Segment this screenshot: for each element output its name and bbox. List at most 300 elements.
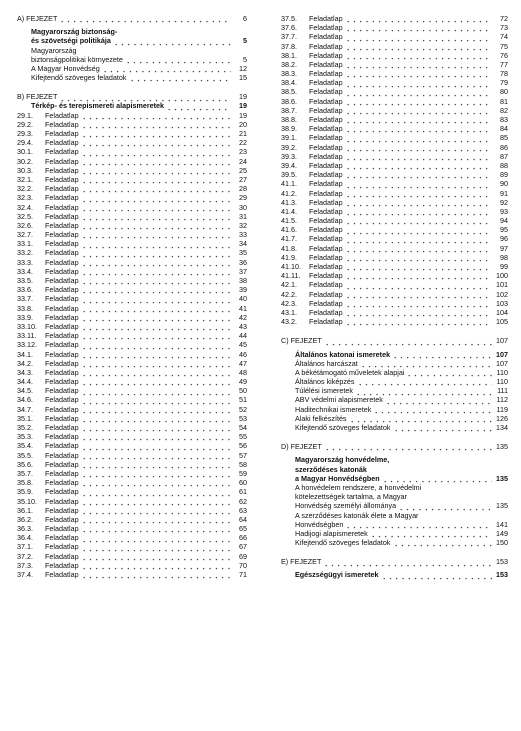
entry-number: 32.3. [17,193,33,203]
entry-number: 41.1. [281,179,297,189]
entry-page-number: 15 [239,73,247,83]
entry-page-number: 73 [500,23,508,33]
leader-dots [81,515,231,524]
toc-entry [281,386,508,395]
entry-label: Feladatlap [45,257,79,267]
toc-entry [17,276,247,285]
section-c-heading [281,336,508,345]
entry-label: Feladatlap [309,298,343,308]
entry-label: Feladatlap [45,386,79,396]
entry-page-number: 97 [500,243,508,253]
entry-number: 38.4. [281,78,297,88]
section-d-topic-line1: Magyarország honvédelme, [295,455,390,465]
leader-dots [81,193,231,202]
entry-page-number: 60 [239,478,247,488]
section-a-sub-line1: Magyarország [31,45,77,55]
entry-label: Feladatlap [309,32,343,42]
leader-dots [360,359,492,368]
entry-label: A Magyar Honvédség [31,63,100,73]
entry-label: Feladatlap [45,165,79,175]
toc-entry [17,359,247,368]
leader-dots [81,497,231,506]
toc-entry [17,64,247,73]
toc-entry [281,106,508,115]
leader-dots [345,42,492,51]
entry-label: Feladatlap [309,317,343,327]
entry-label: Feladatlap [45,413,79,423]
leader-dots [345,179,492,188]
entry-page-number: 53 [239,413,247,423]
entry-page-number: 104 [496,307,508,317]
entry-label: Feladatlap [45,184,79,194]
section-d-sub1-label: Honvédség személyi állománya [295,501,397,511]
toc-entry [17,570,247,579]
section-a-sub [17,55,247,64]
leader-dots [81,340,231,349]
section-a-label: A) FEJEZET [17,13,58,23]
section-d-topic [281,474,508,483]
entry-number: 39.1. [281,133,297,143]
section-c-topic-page: 107 [496,349,508,359]
toc-entry [281,299,508,308]
entry-page-number: 25 [239,165,247,175]
leader-dots [81,120,231,129]
toc-entry [17,515,247,524]
entry-page-number: 47 [239,358,247,368]
entry-label: Feladatlap [309,160,343,170]
entry-label: Feladatlap [45,285,79,295]
leader-dots [59,14,231,23]
leader-dots [345,262,492,271]
leader-dots [81,396,231,405]
toc-entry [17,147,247,156]
entry-number: 37.3. [17,560,33,570]
entry-page-number: 30 [239,202,247,212]
entry-label: Feladatlap [45,340,79,350]
leader-dots [81,487,231,496]
entry-label: Feladatlap [45,202,79,212]
leader-dots [370,529,492,538]
entry-page-number: 33 [239,230,247,240]
entry-number: 29.4. [17,138,33,148]
section-d-page: 135 [496,442,508,452]
toc-entry [17,386,247,395]
toc-entry [17,285,247,294]
entry-number: 32.4. [17,202,33,212]
entry-number: 38.6. [281,96,297,106]
entry-number: 33.11. [17,331,37,341]
entry-number: 29.2. [17,119,33,129]
entry-label: Feladatlap [309,96,343,106]
section-d-heading [281,442,508,451]
toc-entry [17,487,247,496]
toc-entry [281,69,508,78]
leader-dots [129,73,232,82]
entry-number: 35.10. [17,496,37,506]
entry-page-number: 34 [239,239,247,249]
toc-entry [281,529,508,538]
entry-number: 33.1. [17,239,33,249]
toc-entry [281,308,508,317]
entry-label: Általános kiképzés [295,377,355,387]
entry-number: 36.3. [17,524,33,534]
entry-number: 33.2. [17,248,33,258]
entry-page-number: 84 [500,124,508,134]
section-d-sub1-line1: A honvédelem rendszere, a honvédelmi [295,483,422,492]
toc-entry [17,212,247,221]
entry-label: Feladatlap [309,188,343,198]
entry-number: 30.2. [17,156,33,166]
entry-label: Túlélési ismeretek [295,386,353,396]
entry-page-number: 94 [500,216,508,226]
entry-page-number: 74 [500,32,508,42]
entry-page-number: 78 [500,69,508,79]
entry-page-number: 48 [239,367,247,377]
entry-page-number: 110 [496,367,508,377]
entry-label: Feladatlap [309,262,343,272]
leader-dots [81,533,231,542]
toc-entry [281,423,508,432]
entry-number: 38.1. [281,50,297,60]
section-d-topic-line2: szerződéses katonák [295,464,367,474]
entry-page-number: 99 [500,262,508,272]
section-a-heading [17,14,247,23]
toc-entry [281,377,508,386]
entry-number: 41.5. [281,216,297,226]
toc-entry [17,497,247,506]
entry-label: Feladatlap [309,289,343,299]
toc-entry [17,469,247,478]
toc-entry [281,244,508,253]
entry-label: Feladatlap [309,50,343,60]
toc-entry [17,184,247,193]
entry-page-number: 105 [496,317,508,327]
leader-dots [345,520,492,529]
leader-dots [81,359,231,368]
section-a-topic [17,36,247,45]
leader-dots [81,414,231,423]
section-d-sub2-line1: A szerződéses katonák élete a Magyar [295,510,419,520]
leader-dots [81,212,231,221]
entry-page-number: 62 [239,496,247,506]
entry-label: Feladatlap [309,41,343,51]
entry-number: 33.10. [17,321,37,331]
toc-entry [17,377,247,386]
entry-number: 35.6. [17,459,33,469]
leader-dots [345,170,492,179]
entry-number: 43.2. [281,317,297,327]
leader-dots [81,276,231,285]
entry-label: Feladatlap [45,478,79,488]
leader-dots [81,111,231,120]
entry-number: 35.1. [17,413,33,423]
leader-dots [345,189,492,198]
leader-dots [324,336,492,345]
leader-dots [345,161,492,170]
entry-page-number: 58 [239,459,247,469]
entry-page-number: 86 [500,142,508,152]
entry-page-number: 55 [239,432,247,442]
entry-page-number: 32 [239,220,247,230]
leader-dots [345,225,492,234]
leader-dots [345,133,492,142]
entry-page-number: 103 [496,298,508,308]
entry-number: 32.7. [17,230,33,240]
entry-page-number: 82 [500,105,508,115]
entry-page-number: 83 [500,115,508,125]
entry-page-number: 43 [239,321,247,331]
leader-dots [323,557,492,566]
leader-dots [81,175,231,184]
toc-entry [17,221,247,230]
leader-dots [345,207,492,216]
entry-label: Feladatlap [45,441,79,451]
entry-label: Feladatlap [45,404,79,414]
entry-label: Feladatlap [309,115,343,125]
leader-dots [357,377,492,386]
entry-page-number: 81 [500,96,508,106]
leader-dots [81,368,231,377]
entry-label: Feladatlap [309,216,343,226]
toc-entry [281,225,508,234]
entry-page-number: 112 [496,395,508,405]
entry-number: 34.2. [17,358,33,368]
entry-number: 42.2. [281,289,297,299]
entry-number: 38.2. [281,59,297,69]
toc-entry [281,271,508,280]
section-c-items [281,359,508,433]
entry-page-number: 27 [239,174,247,184]
toc-entry [17,322,247,331]
toc-entry [281,32,508,41]
entry-number: 33.12. [17,340,37,350]
toc-entry [17,230,247,239]
entry-label: ABV védelmi alapismeretek [295,395,383,405]
entry-page-number: 126 [496,413,508,423]
entry-number: 37.4. [17,570,33,580]
entry-number: 42.1. [281,280,297,290]
entry-page-number: 61 [239,487,247,497]
leader-dots [345,290,492,299]
leader-dots [345,14,492,23]
entry-number: 39.2. [281,142,297,152]
toc-entry [281,414,508,423]
entry-page-number: 42 [239,312,247,322]
toc-entry [281,60,508,69]
entry-page-number: 19 [239,110,247,120]
entry-number: 32.6. [17,220,33,230]
section-d-sub2-page: 141 [496,519,508,529]
leader-dots [81,203,231,212]
entry-label: Feladatlap [309,234,343,244]
entry-label: Feladatlap [309,225,343,235]
entry-page-number: 65 [239,524,247,534]
entry-number: 33.7. [17,294,33,304]
entry-number: 36.4. [17,533,33,543]
entry-page-number: 134 [496,423,508,433]
entry-label: Feladatlap [45,331,79,341]
toc-entry [17,561,247,570]
leader-dots [345,115,492,124]
leader-dots [81,451,231,460]
section-b-items [17,111,247,580]
entry-label: Feladatlap [309,271,343,281]
entry-page-number: 93 [500,206,508,216]
toc-entry [17,350,247,359]
entry-page-number: 50 [239,386,247,396]
entry-number: 30.3. [17,165,33,175]
section-d-items [281,529,508,547]
toc-entry [17,249,247,258]
toc-left-column [17,14,247,579]
entry-number: 42.3. [281,298,297,308]
leader-dots [345,60,492,69]
leader-dots [349,414,492,423]
entry-label: Feladatlap [45,533,79,543]
section-a-topic-line1: Magyarország biztonság- [31,27,118,37]
leader-dots [345,299,492,308]
toc-entry [17,129,247,138]
entry-number: 35.8. [17,478,33,488]
entry-label: Feladatlap [45,239,79,249]
entry-page-number: 72 [500,13,508,23]
entry-label: Feladatlap [45,358,79,368]
entry-page-number: 52 [239,404,247,414]
entry-page-number: 37 [239,266,247,276]
leader-dots [81,157,231,166]
entry-page-number: 41 [239,303,247,313]
section-a-sub-label: biztonságpolitikai környezete [31,54,123,64]
entry-page-number: 44 [239,331,247,341]
entry-page-number: 89 [500,170,508,180]
entry-label: Feladatlap [45,505,79,515]
leader-dots [345,143,492,152]
entry-page-number: 31 [239,211,247,221]
toc-entry [281,170,508,179]
section-d-sub2 [281,520,508,529]
entry-number: 33.4. [17,266,33,276]
entry-number: 37.8. [281,41,297,51]
toc-entry [17,239,247,248]
entry-page-number: 75 [500,41,508,51]
entry-page-number: 39 [239,285,247,295]
section-a-items [17,64,247,82]
toc-entry [17,267,247,276]
entry-number: 38.3. [281,69,297,79]
toc-entry [281,368,508,377]
leader-dots [81,469,231,478]
section-a-topic-page: 5 [243,36,247,46]
entry-number: 35.7. [17,468,33,478]
section-b-page: 19 [239,92,247,102]
entry-number: 38.7. [281,105,297,115]
section-b-topic [17,102,247,111]
leader-dots [81,478,231,487]
entry-page-number: 54 [239,423,247,433]
entry-number: 30.1. [17,147,33,157]
leader-dots [81,294,231,303]
entry-number: 37.5. [281,13,297,23]
leader-dots [373,405,492,414]
entry-number: 34.4. [17,377,33,387]
section-b-continued-items [281,14,508,326]
entry-number: 34.3. [17,367,33,377]
entry-label: Feladatlap [309,78,343,88]
entry-label: Feladatlap [309,307,343,317]
toc-entry [17,423,247,432]
entry-page-number: 70 [239,560,247,570]
section-c-page: 107 [496,336,508,346]
toc-entry [17,368,247,377]
entry-number: 37.1. [17,542,33,552]
toc-entry [17,193,247,202]
entry-label: Feladatlap [309,13,343,23]
leader-dots [345,106,492,115]
leader-dots [81,386,231,395]
entry-number: 41.10. [281,262,301,272]
toc-entry [17,340,247,349]
entry-label: Haditechnikai ismeretek [295,404,372,414]
toc-entry [17,120,247,129]
entry-label: Feladatlap [45,496,79,506]
toc-entry [17,258,247,267]
toc-entry [17,166,247,175]
entry-label: Feladatlap [45,119,79,129]
entry-number: 35.2. [17,423,33,433]
entry-label: Feladatlap [45,487,79,497]
toc-entry [281,207,508,216]
entry-page-number: 66 [239,533,247,543]
leader-dots [345,124,492,133]
toc-entry [281,396,508,405]
toc-entry [17,552,247,561]
leader-dots [382,474,492,483]
entry-label: Kifejtendő szöveges feladatok [295,538,391,548]
entry-page-number: 88 [500,160,508,170]
toc-entry [281,115,508,124]
entry-label: Feladatlap [45,174,79,184]
entry-page-number: 49 [239,377,247,387]
entry-page-number: 12 [239,63,247,73]
toc-entry [281,78,508,87]
toc-entry [281,253,508,262]
toc-entry [17,432,247,441]
entry-number: 38.8. [281,115,297,125]
entry-number: 35.3. [17,432,33,442]
leader-dots [345,280,492,289]
toc-entry [281,42,508,51]
entry-page-number: 29 [239,193,247,203]
toc-entry [281,179,508,188]
entry-label: Feladatlap [45,551,79,561]
entry-page-number: 28 [239,184,247,194]
toc-entry [17,414,247,423]
leader-dots [81,543,231,552]
entry-page-number: 69 [239,551,247,561]
entry-page-number: 119 [496,404,508,414]
leader-dots [81,285,231,294]
section-d-sub1-page: 135 [496,501,508,511]
entry-page-number: 40 [239,294,247,304]
entry-label: Feladatlap [45,395,79,405]
entry-page-number: 102 [496,289,508,299]
leader-dots [81,350,231,359]
leader-dots [81,166,231,175]
leader-dots [393,423,493,432]
toc-entry [281,51,508,60]
entry-label: Feladatlap [45,468,79,478]
entry-label: Feladatlap [309,179,343,189]
